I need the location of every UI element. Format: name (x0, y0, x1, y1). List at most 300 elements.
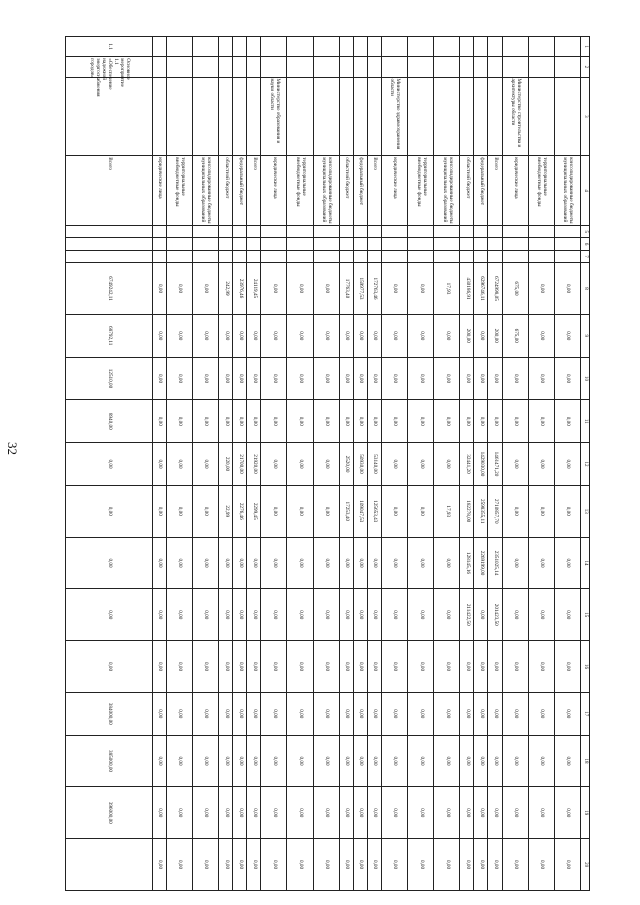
table-cell: 0,00 (192, 589, 218, 641)
empty-cell (474, 250, 488, 262)
table-cell: юридические лица (381, 156, 407, 226)
table-cell (166, 57, 192, 77)
page-number: 32 (5, 442, 20, 455)
table-cell: 0,00 (408, 314, 434, 357)
table-cell: 0,00 (339, 400, 353, 443)
table-cell: 0,00 (554, 641, 580, 693)
empty-cell (434, 226, 460, 238)
table-cell: 0,00 (434, 735, 460, 787)
table-cell (488, 57, 502, 77)
table-cell: 21920,00 (247, 443, 261, 486)
table-cell: 0,00 (233, 641, 247, 693)
table-cell: 0,00 (408, 485, 434, 537)
table-cell: 0,00 (152, 589, 166, 641)
table-cell: 2520,00 (339, 443, 353, 486)
budget-table (65, 36, 590, 891)
header-cell: 9 (581, 314, 590, 357)
table-cell: 0,00 (528, 641, 554, 693)
empty-cell (192, 238, 218, 250)
empty-cell (408, 226, 434, 238)
empty-cell (339, 238, 353, 250)
table-cell: 0,00 (408, 357, 434, 400)
empty-cell (353, 226, 367, 238)
header-cell: 4 (581, 156, 590, 226)
table-cell: 6749242,11 (66, 263, 153, 315)
table-cell: 0,00 (488, 400, 502, 443)
table-cell: 0,00 (166, 735, 192, 787)
empty-cell (367, 226, 381, 238)
table-cell: 0,00 (381, 641, 407, 693)
table-cell (353, 77, 367, 156)
table-cell (474, 77, 488, 156)
table-cell: 0,00 (261, 357, 287, 400)
table-cell: 0,00 (502, 443, 528, 486)
table-cell (247, 57, 261, 77)
empty-cell (219, 238, 233, 250)
table-cell: 0,00 (502, 485, 528, 537)
table-cell: 0,00 (554, 839, 580, 891)
table-cell (313, 57, 339, 77)
table-cell: 0,00 (247, 839, 261, 891)
empty-cell (353, 238, 367, 250)
table-cell: 0,00 (192, 839, 218, 891)
table-cell: 0,00 (434, 357, 460, 400)
table-cell: 125653,43 (367, 485, 381, 537)
table-cell: 2710857,70 (488, 485, 502, 537)
table-cell (528, 77, 554, 156)
table-cell: 0,00 (502, 589, 528, 641)
empty-cell (287, 250, 313, 262)
table-cell: территориальные внебюджетные фонды (528, 156, 554, 226)
table-row (261, 37, 287, 891)
table-cell (192, 77, 218, 156)
table-row (66, 37, 153, 891)
table-cell: 22,99 (219, 485, 233, 537)
table-cell: 200,00 (460, 314, 474, 357)
table-cell: 0,00 (261, 641, 287, 693)
table-cell: 0,00 (367, 400, 381, 443)
table-cell: 0,00 (528, 537, 554, 589)
table-cell: 0,00 (434, 787, 460, 839)
table-cell: 0,00 (261, 787, 287, 839)
table-cell: 384000,00 (66, 692, 153, 735)
table-cell: 0,00 (233, 589, 247, 641)
table-cell: Министерство строительства и архитектуры области (502, 77, 528, 156)
table-cell: 0,00 (233, 787, 247, 839)
table-cell: 0,00 (66, 641, 153, 693)
table-cell: 0,00 (166, 692, 192, 735)
table-cell: 0,00 (408, 787, 434, 839)
table-cell: 0,00 (313, 787, 339, 839)
table-cell: 0,00 (474, 641, 488, 693)
table-cell: 0,00 (287, 787, 313, 839)
table-cell: 0,00 (474, 589, 488, 641)
table-cell: 0,00 (554, 692, 580, 735)
table-cell: 0,00 (488, 357, 502, 400)
empty-cell (152, 250, 166, 262)
empty-cell (408, 250, 434, 262)
table-cell: консолидированные бюджеты муниципальных образований (192, 156, 218, 226)
empty-cell (528, 238, 554, 250)
empty-cell (247, 238, 261, 250)
table-cell: 0,00 (554, 787, 580, 839)
table-cell: 0,00 (353, 537, 367, 589)
table-cell: 0,00 (66, 443, 153, 486)
table-cell: 0,00 (434, 537, 460, 589)
table-cell: 0,00 (233, 537, 247, 589)
table-cell: 0,00 (474, 314, 488, 357)
table-cell: 0,00 (381, 485, 407, 537)
table-cell: 0,00 (166, 443, 192, 486)
table-cell (367, 77, 381, 156)
empty-cell (339, 226, 353, 238)
header-cell: 1 (581, 37, 590, 57)
empty-cell (474, 238, 488, 250)
table-cell: федеральный бюджет (474, 156, 488, 226)
empty-cell (219, 226, 233, 238)
table-cell: 0,00 (152, 263, 166, 315)
table-cell: 0,00 (339, 735, 353, 787)
table-cell: 220,00 (219, 443, 233, 486)
empty-cell (460, 238, 474, 250)
table-cell: 0,00 (287, 641, 313, 693)
table-cell: 0,00 (166, 839, 192, 891)
table-cell: 0,00 (247, 735, 261, 787)
table-row (488, 37, 502, 891)
table-cell: 0,00 (287, 400, 313, 443)
table-cell: 17,93 (434, 485, 460, 537)
table-body (66, 37, 590, 891)
header-cell: 7 (581, 250, 590, 262)
header-cell: 5 (581, 226, 590, 238)
table-cell: 0,00 (339, 537, 353, 589)
table-cell: 1.1 (66, 37, 153, 57)
table-cell (408, 37, 434, 57)
empty-cell (474, 226, 488, 238)
header-cell: 16 (581, 641, 590, 693)
empty-cell (66, 250, 153, 262)
table-cell: 0,00 (528, 400, 554, 443)
table-cell: 1429030,00 (474, 443, 488, 486)
table-cell: 0,00 (313, 263, 339, 315)
table-cell: 0,00 (261, 485, 287, 537)
table-row (166, 37, 192, 891)
table-cell: федеральный бюджет (233, 156, 247, 226)
table-cell: 1461471,20 (488, 443, 502, 486)
table-cell: 0,00 (460, 641, 474, 693)
table-cell: 0,00 (408, 589, 434, 641)
table-cell: 0,00 (152, 641, 166, 693)
table-cell: юридические лица (261, 156, 287, 226)
table-cell (261, 57, 287, 77)
table-cell: 0,00 (434, 839, 460, 891)
table-cell: 0,00 (152, 357, 166, 400)
table-cell: 0,00 (488, 641, 502, 693)
table-cell: 0,00 (287, 692, 313, 735)
table-cell: 0,00 (261, 263, 287, 315)
table-cell: 0,00 (233, 314, 247, 357)
table-cell: 172763,46 (367, 263, 381, 315)
table-cell: 12510,00 (66, 357, 153, 400)
table-cell (313, 37, 339, 57)
table-cell: 0,00 (434, 314, 460, 357)
table-cell: 0,00 (408, 263, 434, 315)
table-cell: 0,00 (474, 839, 488, 891)
empty-cell (152, 238, 166, 250)
table-cell: 0,00 (502, 641, 528, 693)
table-cell: 0,00 (502, 357, 528, 400)
table-cell (474, 37, 488, 57)
table-cell: консолидированные бюджеты муниципальных образований (554, 156, 580, 226)
table-row (192, 37, 218, 891)
table-cell: 0,00 (313, 735, 339, 787)
table-cell: 0,00 (434, 443, 460, 486)
table-row (287, 37, 313, 891)
empty-cell (261, 226, 287, 238)
table-cell (313, 77, 339, 156)
table-cell: 0,00 (261, 537, 287, 589)
table-cell (166, 77, 192, 156)
table-cell: 0,00 (247, 589, 261, 641)
empty-cell (66, 238, 153, 250)
table-cell: 0,00 (247, 692, 261, 735)
table-cell: консолидированные бюджеты муниципальных образований (434, 156, 460, 226)
table-cell: 0,00 (408, 735, 434, 787)
table-cell: 0,00 (233, 400, 247, 443)
table-cell (287, 37, 313, 57)
table-cell: 0,00 (152, 400, 166, 443)
table-cell: 0,00 (353, 400, 367, 443)
empty-cell (434, 238, 460, 250)
table-cell: 0,00 (192, 787, 218, 839)
empty-cell (554, 250, 580, 262)
table-cell (219, 77, 233, 156)
empty-cell (287, 238, 313, 250)
table-cell: 23976,46 (233, 263, 247, 315)
table-cell (247, 37, 261, 57)
table-cell (381, 37, 407, 57)
table-row (528, 37, 554, 891)
table-cell: 0,00 (166, 400, 192, 443)
table-cell: 0,00 (367, 735, 381, 787)
empty-cell (502, 250, 528, 262)
table-cell: 0,00 (381, 735, 407, 787)
table-cell: 0,00 (152, 443, 166, 486)
table-cell: 0,00 (233, 357, 247, 400)
table-cell: 0,00 (408, 641, 434, 693)
table-cell: 0,00 (192, 735, 218, 787)
table-cell: 211422,50 (460, 589, 474, 641)
table-cell: 0,00 (381, 263, 407, 315)
table-cell: 17253,40 (339, 485, 353, 537)
table-cell: 0,00 (381, 537, 407, 589)
table-cell: 0,00 (219, 589, 233, 641)
empty-cell (166, 250, 192, 262)
header-cell: 14 (581, 537, 590, 589)
table-cell (502, 57, 528, 77)
table-row (434, 37, 460, 891)
table-cell: 0,00 (339, 589, 353, 641)
table-cell (219, 37, 233, 57)
table-cell: 0,00 (247, 400, 261, 443)
table-cell: 0,00 (261, 735, 287, 787)
empty-cell (502, 226, 528, 238)
table-row (460, 37, 474, 891)
header-cell: 2 (581, 57, 590, 77)
table-cell: 0,00 (287, 485, 313, 537)
table-cell: 0,00 (408, 537, 434, 589)
table-cell: 0,00 (381, 314, 407, 357)
table-cell: 2598355,11 (474, 485, 488, 537)
empty-cell (247, 226, 261, 238)
table-cell: 0,00 (261, 314, 287, 357)
table-cell (367, 57, 381, 77)
table-row (474, 37, 488, 891)
table-row (339, 37, 353, 891)
table-cell: 0,00 (460, 787, 474, 839)
table-cell (408, 77, 434, 156)
table-cell: 0,00 (261, 839, 287, 891)
table-cell: Министерство здравоохранения области (381, 77, 407, 156)
empty-cell (313, 226, 339, 238)
table-cell: 0,00 (474, 735, 488, 787)
table-cell: 0,00 (261, 589, 287, 641)
table-cell: 0,00 (247, 787, 261, 839)
table-cell: 6724998,05 (488, 263, 502, 315)
table-cell: юридические лица (502, 156, 528, 226)
table-cell: 0,00 (474, 692, 488, 735)
table-cell: 0,00 (287, 589, 313, 641)
table-cell (554, 77, 580, 156)
table-cell: 0,00 (313, 443, 339, 486)
table-cell: 0,00 (554, 485, 580, 537)
table-cell: 0,00 (381, 357, 407, 400)
table-cell: 0,00 (367, 314, 381, 357)
table-cell: территориальные внебюджетные фонды (287, 156, 313, 226)
table-row (554, 37, 580, 891)
header-cell: 11 (581, 400, 590, 443)
table-cell: 68792,11 (66, 314, 153, 357)
table-cell: 0,00 (261, 692, 287, 735)
table-cell: 0,00 (460, 400, 474, 443)
table-cell: 396000,00 (66, 787, 153, 839)
table-cell (152, 57, 166, 77)
table-cell (353, 57, 367, 77)
table-cell (339, 77, 353, 156)
empty-cell (381, 226, 407, 238)
empty-cell (152, 226, 166, 238)
table-cell: 182278,00 (460, 485, 474, 537)
table-cell: 0,00 (192, 263, 218, 315)
table-cell: юридические лица (152, 156, 166, 226)
table-cell: 0,00 (353, 314, 367, 357)
table-cell: 0,00 (339, 314, 353, 357)
table-cell: 0,00 (287, 735, 313, 787)
table-cell: 0,00 (219, 357, 233, 400)
table-cell: 0,00 (353, 692, 367, 735)
table-cell: 0,00 (313, 641, 339, 693)
table-cell (261, 37, 287, 57)
table-cell: 0,00 (152, 485, 166, 537)
table-cell (233, 57, 247, 77)
table-cell: 0,00 (219, 400, 233, 443)
table-cell: 0,00 (313, 692, 339, 735)
table-cell: 0,00 (367, 357, 381, 400)
table-row (353, 37, 367, 891)
empty-cell (408, 238, 434, 250)
table-cell (460, 57, 474, 77)
table-row (502, 37, 528, 891)
table-cell: 0,00 (152, 314, 166, 357)
table-cell (287, 77, 313, 156)
table-row (408, 37, 434, 891)
table-cell: 128145,16 (460, 537, 474, 589)
empty-cell (353, 250, 367, 262)
table-cell: 0,00 (233, 692, 247, 735)
table-row (381, 37, 407, 891)
table-cell: 0,00 (488, 692, 502, 735)
empty-cell (381, 238, 407, 250)
table-cell: 0,00 (528, 839, 554, 891)
table-cell: 0,00 (554, 263, 580, 315)
header-cell: 15 (581, 589, 590, 641)
table-cell (434, 77, 460, 156)
table-cell: 0,00 (339, 641, 353, 693)
empty-cell (502, 238, 528, 250)
table-cell: 2351025,14 (488, 537, 502, 589)
table-cell (233, 37, 247, 57)
table-cell (434, 57, 460, 77)
table-cell: 0,00 (408, 839, 434, 891)
table-cell (502, 37, 528, 57)
empty-cell (261, 238, 287, 250)
table-cell: 0,00 (528, 485, 554, 537)
table-cell: 0,00 (219, 839, 233, 891)
empty-cell (219, 250, 233, 262)
table-cell (381, 57, 407, 77)
table-cell: областной бюджет (460, 156, 474, 226)
table-cell: 0,00 (66, 589, 153, 641)
table-cell: 201423,50 (488, 589, 502, 641)
table-cell: 0,00 (219, 314, 233, 357)
table-cell (474, 57, 488, 77)
table-cell: Всего (488, 156, 502, 226)
table-cell: 0,00 (233, 839, 247, 891)
empty-cell (488, 250, 502, 262)
table-cell: 0,00 (152, 735, 166, 787)
table-cell: 0,00 (261, 400, 287, 443)
table-cell (287, 57, 313, 77)
table-cell: 0,00 (192, 400, 218, 443)
table-cell: 0,00 (460, 357, 474, 400)
table-cell: 0,00 (408, 443, 434, 486)
table-cell: 0,00 (381, 589, 407, 641)
table-cell: территориальные внебюджетные фонды (166, 156, 192, 226)
table-cell: 0,00 (460, 735, 474, 787)
table-cell: 675,00 (502, 263, 528, 315)
header-row (581, 37, 590, 891)
table-cell: 0,00 (434, 400, 460, 443)
table-cell: 2299,45 (247, 485, 261, 537)
header-cell: 12 (581, 443, 590, 486)
table-cell: 0,00 (367, 787, 381, 839)
table-cell: 0,00 (528, 589, 554, 641)
table-cell: 0,00 (166, 314, 192, 357)
header-cell: 10 (581, 357, 590, 400)
table-cell: 0,00 (554, 400, 580, 443)
table-cell (152, 77, 166, 156)
table-cell: 0,00 (313, 589, 339, 641)
